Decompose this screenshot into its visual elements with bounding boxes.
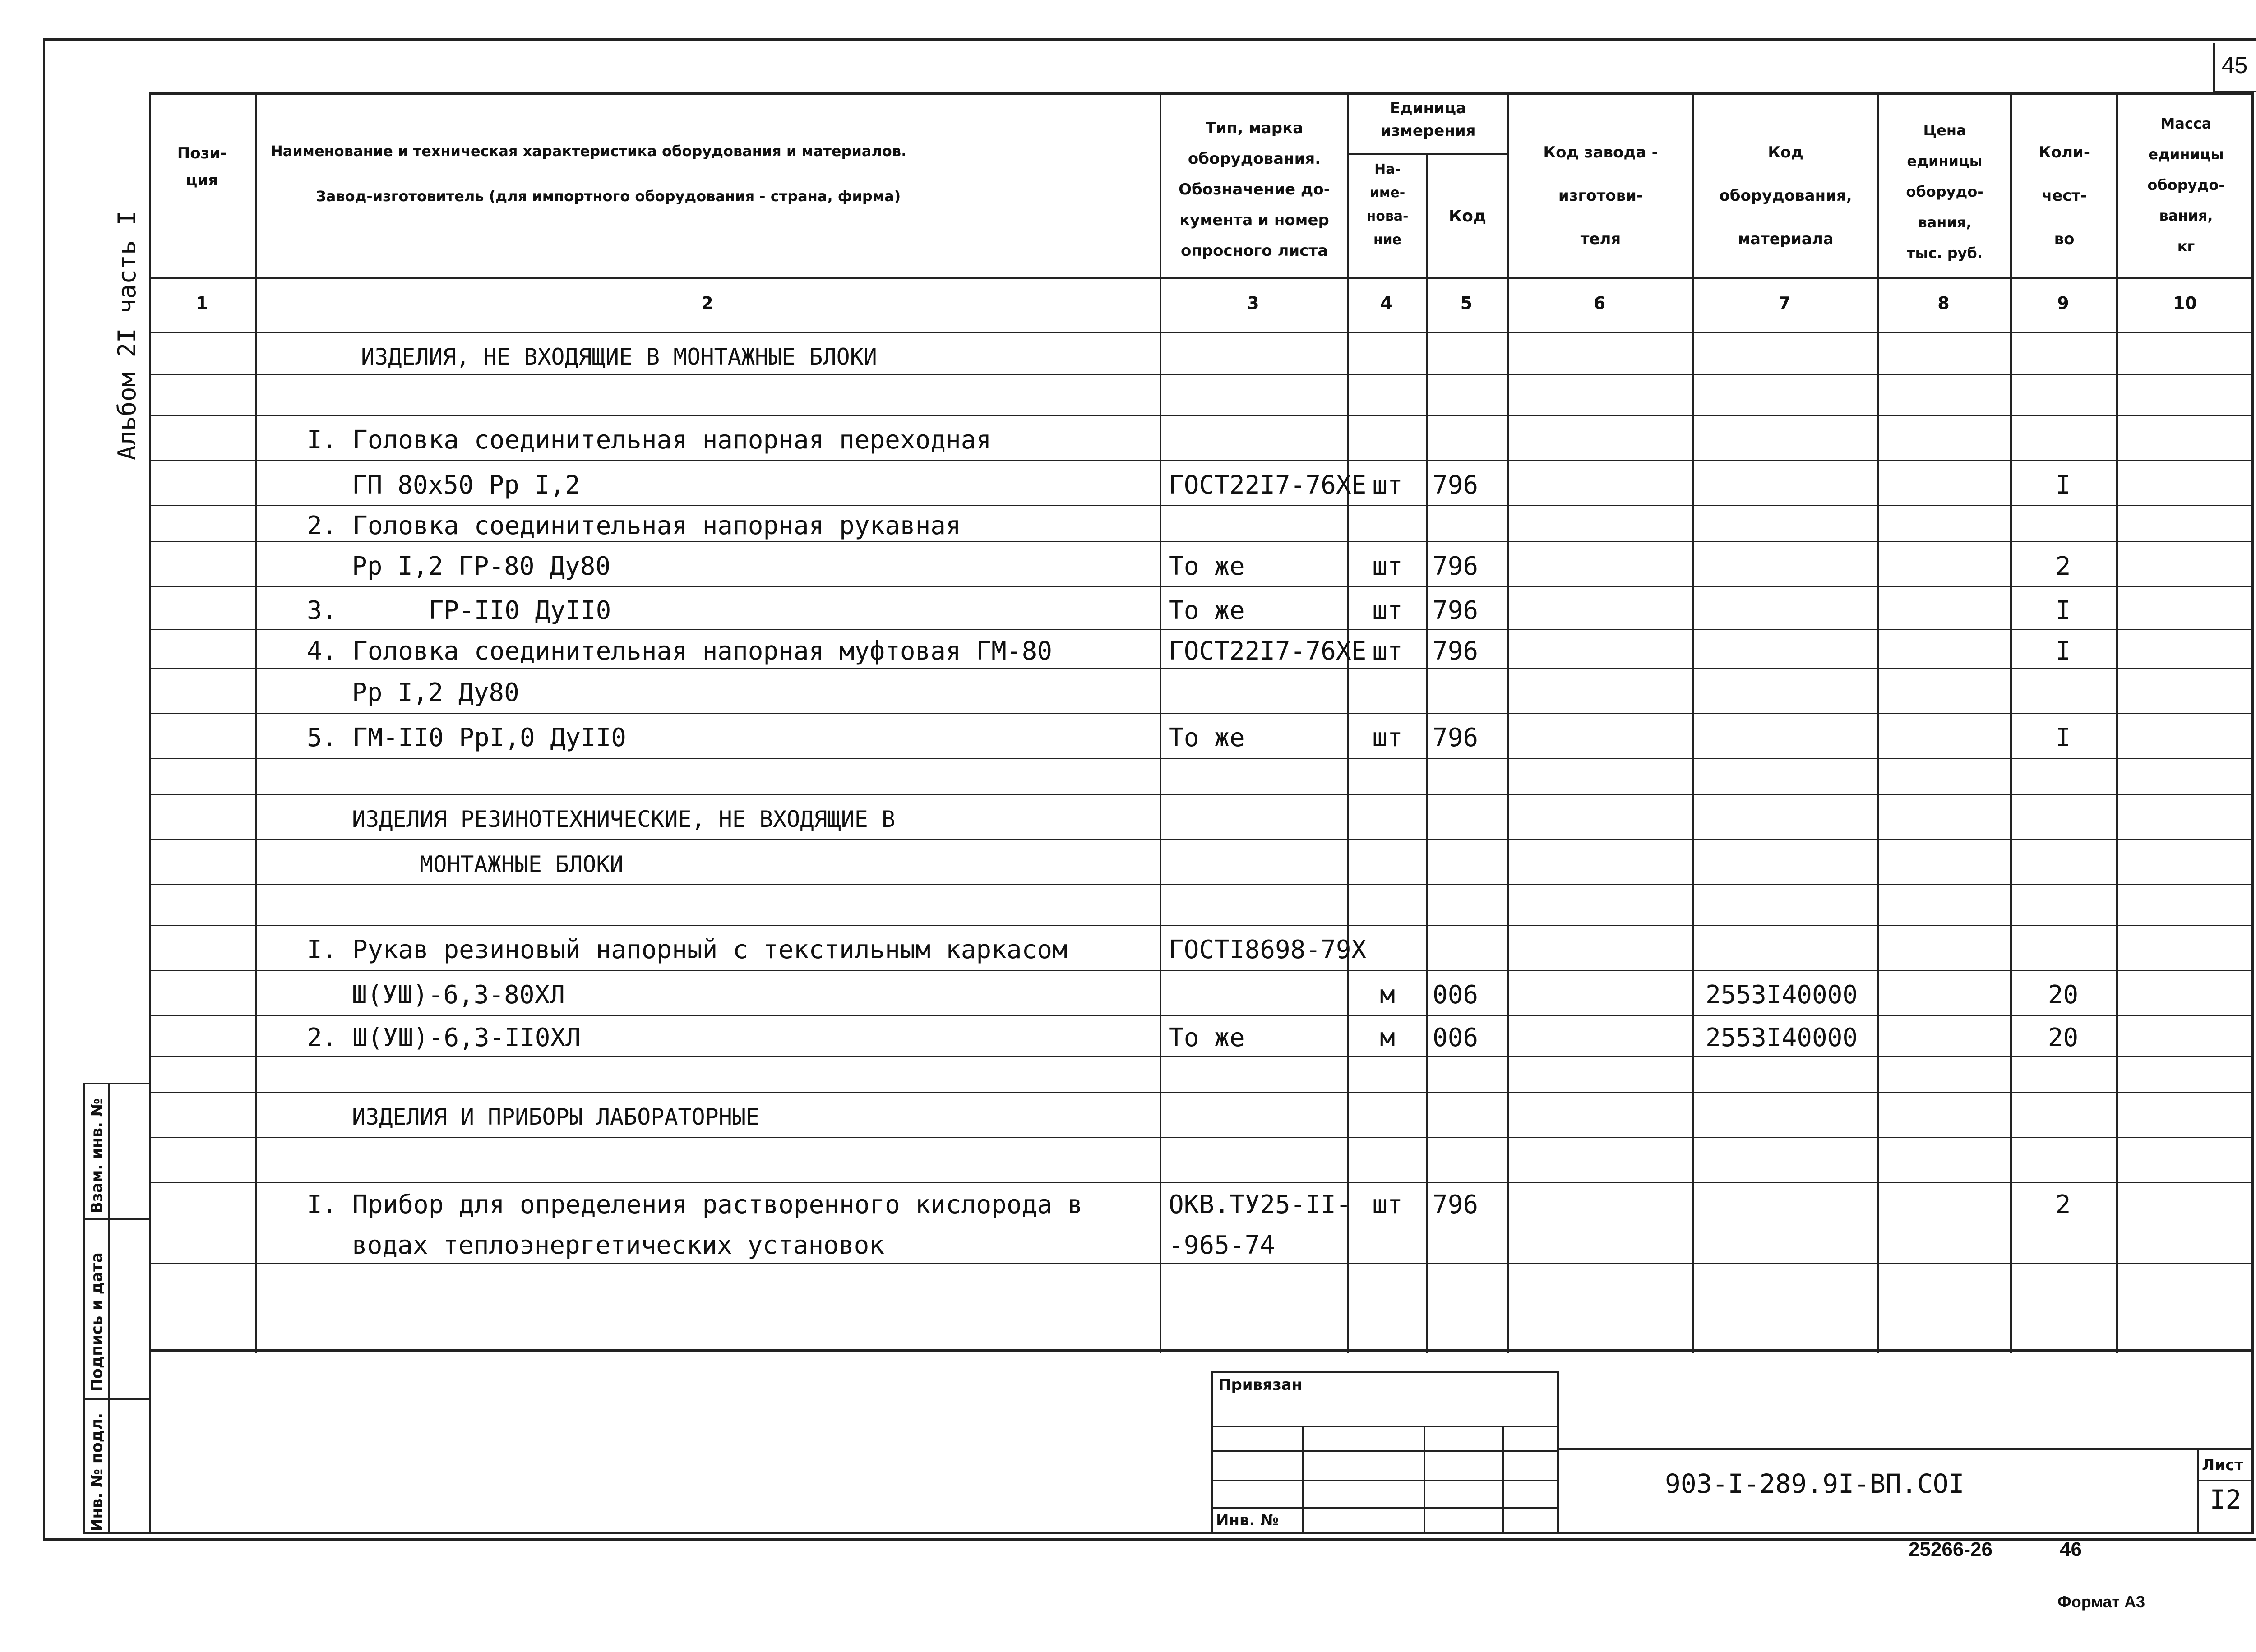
row-separator (149, 925, 2254, 926)
cell-qty: I (2055, 595, 2071, 625)
cell-unit: м (1380, 980, 1395, 1010)
cell-name: Рр I,2 ГР-80 Ду80 (352, 552, 611, 581)
row-separator (149, 1137, 2254, 1138)
cell-name: ГП 80х50 Рр I,2 (352, 471, 580, 500)
privyazan-line-1 (1211, 1426, 1559, 1427)
cell-type: ГОСТ22I7-76ХЕ (1169, 636, 1367, 666)
col-line-2 (1160, 92, 1161, 1353)
header-col6: Код завода - изготови- теля (1543, 143, 1658, 248)
col-line-4 (1426, 153, 1428, 1353)
cell-mat: 2553I40000 (1706, 1023, 1858, 1052)
row-separator (149, 1182, 2254, 1183)
cell-name: ИЗДЕЛИЯ И ПРИБОРЫ ЛАБОРАТОРНЫЕ (352, 1104, 760, 1130)
album-label: Альбом 2I часть I (113, 211, 141, 460)
row-separator (149, 505, 2254, 506)
colnum-bottom-line (149, 332, 2254, 333)
col-line-8 (2010, 92, 2012, 1353)
cell-name: 4. Головка соединительная напорная муфтовая ГМ-80 (307, 636, 1053, 666)
colnum-8: 8 (1937, 293, 1950, 313)
cell-code: 796 (1433, 636, 1479, 666)
privyazan-block (1211, 1371, 1559, 1534)
cell-type: ОКВ.ТУ25-II- (1169, 1190, 1351, 1219)
header-col7: Код оборудования, материала (1719, 143, 1852, 248)
row-separator (149, 415, 2254, 416)
header-col5: Код (1448, 207, 1487, 226)
header-col10: Масса единицы оборудо- вания, кг (2147, 115, 2225, 255)
header-col8: Цена единицы оборудо- вания, тыс. руб. (1906, 122, 1983, 262)
cell-unit: шт (1372, 1190, 1403, 1219)
cell-type: -965-74 (1169, 1231, 1276, 1260)
cell-code: 006 (1433, 980, 1479, 1010)
cell-name: ИЗДЕЛИЯ РЕЗИНОТЕХНИЧЕСКИЕ, НЕ ВХОДЯЩИЕ В (352, 806, 896, 832)
row-separator (149, 629, 2254, 630)
col-line-1 (255, 92, 257, 1353)
cell-name: МОНТАЖНЫЕ БЛОКИ (420, 851, 624, 877)
cell-name: 5. ГМ-II0 РрI,0 ДуII0 (307, 723, 627, 752)
colnum-9: 9 (2057, 293, 2069, 313)
cell-unit: шт (1372, 595, 1403, 625)
inv-no-label: Инв. № (1216, 1511, 1279, 1529)
cell-unit: шт (1372, 552, 1403, 581)
privyazan-line-2 (1211, 1450, 1559, 1452)
row-separator (149, 713, 2254, 714)
cell-name: водах теплоэнергетических установок (352, 1231, 885, 1260)
row-separator (149, 1015, 2254, 1016)
row-separator (149, 374, 2254, 375)
row-separator (149, 541, 2254, 542)
row-separator (149, 839, 2254, 840)
cell-type: То же (1169, 552, 1245, 581)
cell-code: 796 (1433, 1190, 1479, 1219)
colnum-10: 10 (2173, 293, 2197, 313)
row-separator (149, 460, 2254, 461)
row-separator (149, 668, 2254, 669)
colnum-2: 2 (701, 293, 713, 313)
footer-page: 46 (2060, 1538, 2082, 1560)
cell-unit: шт (1372, 471, 1403, 500)
stamp-top-line (1559, 1448, 2254, 1450)
side-podpis-label: Подпись и дата (88, 1252, 106, 1392)
col-line-5 (1507, 92, 1509, 1353)
cell-qty: I (2055, 636, 2071, 666)
cell-unit: шт (1372, 636, 1403, 666)
privyazan-vline-3 (1502, 1426, 1504, 1534)
cell-type: То же (1169, 1023, 1245, 1052)
cell-type: То же (1169, 723, 1245, 752)
cell-name: Ш(УШ)-6,3-80ХЛ (352, 980, 565, 1010)
colnum-4: 4 (1380, 293, 1392, 313)
header-col2-line2: Завод-изготовитель (для импортного оборудования - страна, фирма) (316, 188, 901, 205)
cell-qty: 2 (2055, 1190, 2071, 1219)
col-line-9 (2116, 92, 2118, 1353)
cell-name: Рр I,2 Ду80 (352, 678, 519, 707)
cell-type: То же (1169, 595, 1245, 625)
cell-name: 2. Головка соединительная напорная рукавная (307, 511, 961, 540)
col-line-6 (1692, 92, 1694, 1353)
side-stamp-line-1 (83, 1218, 149, 1220)
cell-unit: м (1380, 1023, 1395, 1052)
table-bottom-line (149, 1349, 2254, 1352)
col-line-3 (1347, 92, 1349, 1353)
sheet-label: Лист (2202, 1456, 2243, 1474)
cell-code: 796 (1433, 723, 1479, 752)
header-col1: Пози- ция (177, 144, 227, 189)
privyazan-line-4 (1211, 1507, 1559, 1509)
colnum-7: 7 (1778, 293, 1791, 313)
cell-code: 796 (1433, 595, 1479, 625)
header-col9: Коли- чест- во (2039, 143, 2090, 248)
cell-name: ИЗДЕЛИЯ, НЕ ВХОДЯЩИЕ В МОНТАЖНЫЕ БЛОКИ (361, 344, 877, 370)
cell-name: I. Прибор для определения растворенного кислорода в (307, 1190, 1083, 1219)
cell-code: 006 (1433, 1023, 1479, 1052)
privyazan-line-3 (1211, 1480, 1559, 1481)
row-separator (149, 794, 2254, 795)
side-stamp-divider (108, 1083, 110, 1534)
row-separator (149, 758, 2254, 759)
row-separator (149, 1263, 2254, 1264)
row-separator (149, 1092, 2254, 1093)
sheet-number: I2 (2210, 1484, 2242, 1515)
colnum-6: 6 (1593, 293, 1606, 313)
header-col2-line1: Наименование и техническая характеристика оборудования и материалов. (271, 143, 907, 160)
row-separator (149, 970, 2254, 971)
cell-name: I. Рукав резиновый напорный с текстильным каркасом (307, 935, 1068, 964)
format-label: Формат А3 (2057, 1592, 2145, 1611)
col-line-7 (1877, 92, 1879, 1353)
privyazan-vline-1 (1302, 1426, 1304, 1534)
row-separator (149, 1056, 2254, 1057)
page-number: 45 (2221, 52, 2248, 78)
doc-code: 903-I-289.9I-ВП.COI (1665, 1468, 1965, 1499)
cell-qty: I (2055, 723, 2071, 752)
cell-type: ГОСТI8698-79Х (1169, 935, 1367, 964)
row-separator (149, 586, 2254, 587)
order-number: 25266-26 (1909, 1538, 1992, 1560)
cell-qty: 20 (2048, 1023, 2079, 1052)
colnum-5: 5 (1460, 293, 1473, 313)
cell-name: 3. ГР-II0 ДуII0 (307, 595, 611, 625)
cell-mat: 2553I40000 (1706, 980, 1858, 1010)
privyazan-label: Привязан (1218, 1376, 1303, 1394)
colnum-1: 1 (196, 293, 208, 313)
cell-qty: I (2055, 471, 2071, 500)
side-inv-podl-label: Инв. № подл. (88, 1412, 106, 1532)
header-unit-group: Единица измерения (1380, 99, 1476, 140)
side-stamp-line-2 (83, 1398, 149, 1400)
sheet-box-line (2197, 1480, 2254, 1481)
cell-qty: 20 (2048, 980, 2079, 1010)
cell-type: ГОСТ22I7-76ХЕ (1169, 471, 1367, 500)
header-col4: На- име- нова- ние (1366, 162, 1409, 248)
cell-name: 2. Ш(УШ)-6,3-II0ХЛ (307, 1023, 581, 1052)
cell-code: 796 (1433, 471, 1479, 500)
header-bottom-line (149, 277, 2254, 279)
cell-code: 796 (1433, 552, 1479, 581)
cell-qty: 2 (2055, 552, 2071, 581)
header-col3: Тип, марка оборудования. Обозначение до- кумента и номер опросного листа (1179, 119, 1330, 260)
cell-name: I. Головка соединительная напорная переходная (307, 425, 992, 455)
cell-unit: шт (1372, 723, 1403, 752)
side-vzam-label: Взам. инв. № (88, 1098, 106, 1214)
privyazan-vline-2 (1424, 1426, 1425, 1534)
row-separator (149, 884, 2254, 885)
colnum-3: 3 (1247, 293, 1259, 313)
